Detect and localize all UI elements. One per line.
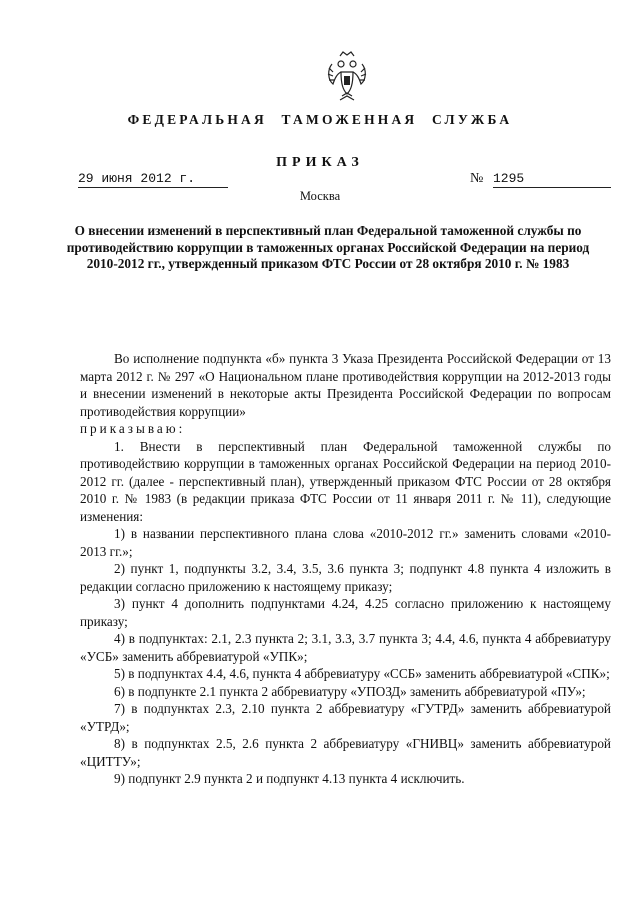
agency-name: ФЕДЕРАЛЬНАЯ ТАМОЖЕННАЯ СЛУЖБА (127, 112, 513, 127)
order-item-1-1: 1) в названии перспективного плана слова «2010-2012 гг.» заменить словами «2010-2013 гг.»; (80, 526, 611, 559)
order-date: 29 июня 2012 г. (78, 172, 228, 188)
order-item-1: 1. Внести в перспективный план Федеральной таможенной службы по противодействию коррупции в таможенных органах Российской Федерации на период 2010-2012 гг. (далее - перспективный план), утвержденный приказом ФТС России от 28 октября 2010 г. № 1983 (в редакции приказа ФТС России от 11 января 2011 г. № 11), следующие изменения: (80, 438, 611, 524)
order-item-1-7: 7) в подпунктах 2.3, 2.10 пункта 2 аббревиатуру «ГУТРД» заменить аббревиатурой «УТРД»; (80, 701, 611, 734)
russian-coat-of-arms-icon (325, 50, 369, 102)
order-item-1-4: 4) в подпунктах: 2.1, 2.3 пункта 2; 3.1, 3.3, 3.7 пункта 3; 4.4, 4.6, пункта 4 аббревиатуру «УСБ» заменить аббревиатурой «УПК»; (80, 631, 611, 664)
order-body (80, 350, 611, 788)
order-item-1-9: 9) подпункт 2.9 пункта 2 и подпункт 4.13 пункта 4 исключить. (114, 771, 465, 786)
order-item-1-3: 3) пункт 4 дополнить подпунктами 4.24, 4.25 согласно приложению к настоящему приказу; (80, 596, 611, 629)
order-city: Москва (299, 189, 341, 203)
order-item-1-2: 2) пункт 1, подпункты 3.2, 3.4, 3.5, 3.6 пункта 3; подпункт 4.8 пункта 4 изложить в редакции согласно приложению к настоящему приказу; (80, 561, 611, 594)
order-number: 1295 (493, 172, 611, 188)
order-word: приказываю: (80, 421, 186, 436)
order-item-1-5: 5) в подпунктах 4.4, 4.6, пункта 4 аббревиатуру «ССБ» заменить аббревиатурой «СПК»; (114, 666, 610, 681)
preamble-paragraph: Во исполнение подпункта «б» пункта 3 Указа Президента Российской Федерации от 13 марта 2012 г. № 297 «О Национальном плане противодействия коррупции на 2012-2013 годы и внесении изменений в некоторые акты Президента Российской Федерации по вопросам противодействия коррупции» (80, 351, 611, 419)
order-number-label: № (470, 171, 484, 186)
order-item-1-8: 8) в подпунктах 2.5, 2.6 пункта 2 аббревиатуру «ГНИВЦ» заменить аббревиатурой «ЦИТТУ»; (80, 736, 611, 769)
order-title: ПРИКАЗ (276, 155, 364, 170)
order-item-1-6: 6) в подпункте 2.1 пункта 2 аббревиатуру «УПОЗД» заменить аббревиатурой «ПУ»; (114, 683, 586, 699)
order-heading: О внесении изменений в перспективный план Федеральной таможенной службы по противодействию коррупции в таможенных органах Российской Федерации на период 2010-2012 гг., утвержденный приказом ФТС России от 28 октября 2010 г. № 1983 (66, 223, 590, 271)
